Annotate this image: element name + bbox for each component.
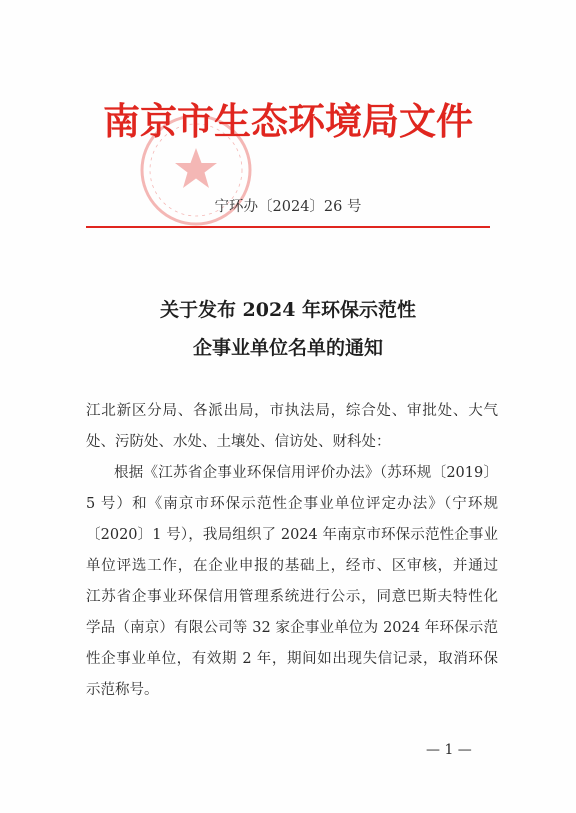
header-red-divider xyxy=(86,226,490,228)
body-text-line: 性企事业单位，有效期 2 年，期间如出现失信记录，取消环保 xyxy=(86,651,498,667)
body-text-line: 江北新区分局、各派出局，市执法局，综合处、审批处、大气 xyxy=(86,403,498,419)
body-text-line: 5 号）和《南京市环保示范性企事业单位评定办法》（宁环规 xyxy=(86,496,498,512)
document-header-title: 南京市生态环境局文件 xyxy=(103,99,473,143)
notice-title-line-2: 企事业单位名单的通知 xyxy=(192,337,383,359)
body-text-line: 〔2020〕1 号），我局组织了 2024 年南京市环保示范性企事业 xyxy=(86,527,498,543)
body-text-line: 学品（南京）有限公司等 32 家企事业单位为 2024 年环保示范 xyxy=(86,620,498,636)
body-text-line: 江苏省企事业环保信用管理系统进行公示，同意巴斯夫特性化 xyxy=(86,589,498,605)
body-text-line: 单位评选工作，在企业申报的基础上，经市、区审核，并通过 xyxy=(86,558,498,574)
body-text-line: 根据《江苏省企事业环保信用评价办法》（苏环规〔2019〕 xyxy=(114,465,498,481)
body-text-line: 处、污防处、水处、土壤处、信访处、财科处： xyxy=(86,434,391,450)
document-number: 宁环办〔2024〕26 号 xyxy=(214,199,362,215)
body-text-line: 示范称号。 xyxy=(86,682,159,698)
notice-title-line-1: 关于发布 2024 年环保示范性 xyxy=(159,299,417,321)
page-number: — 1 — xyxy=(426,742,472,758)
